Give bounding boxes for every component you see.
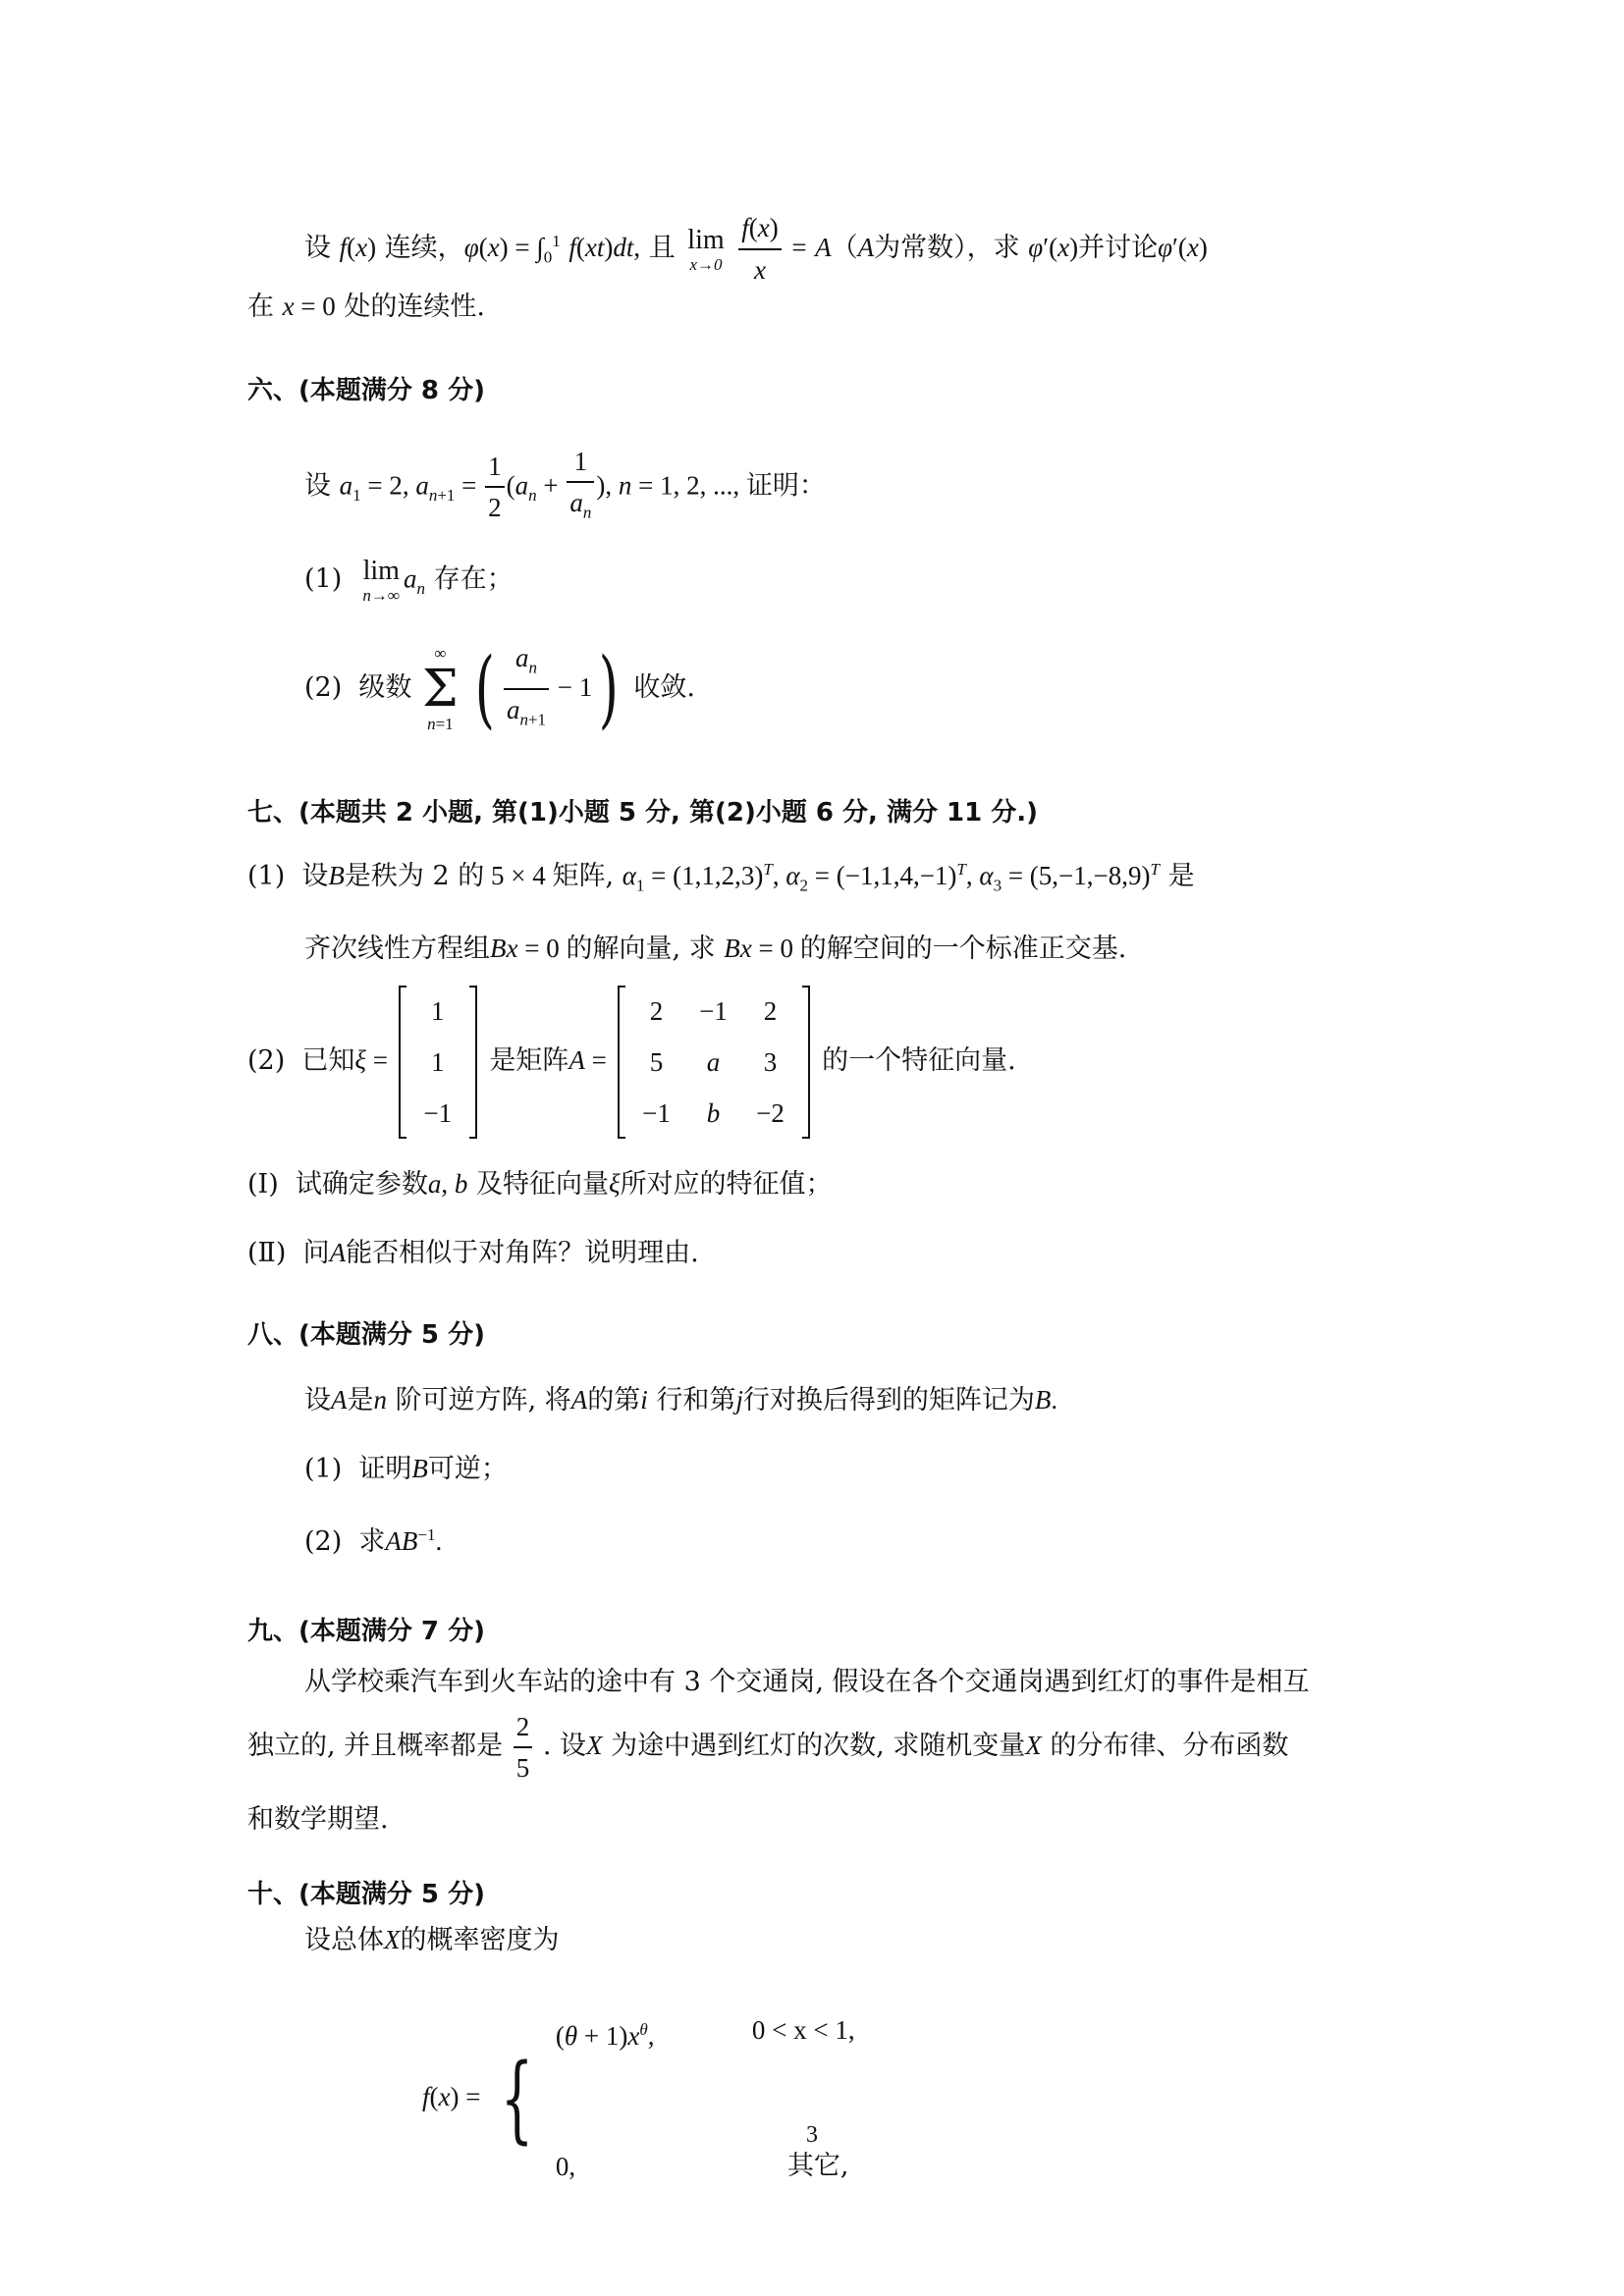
summation-symbol: ∞ Σ n=1: [422, 643, 459, 733]
q6-heading: 六、(本题满分 8 分): [247, 376, 485, 405]
q9-line-1: 从学校乘汽车到火车站的途中有 3 个交通岗, 假设在各个交通岗遇到红灯的事件是相互: [304, 1667, 1310, 1697]
q8-stem: 设A是n 阶可逆方阵, 将A的第i 行和第j行对换后得到的矩阵记为B.: [304, 1385, 1058, 1415]
page-number: 3: [806, 2122, 818, 2148]
q7-sub-2: (Ⅱ) 问A能否相似于对角阵？说明理由.: [247, 1238, 699, 1268]
q7-part-2: (2) 已知ξ = 1 1 −1 是矩阵A = 2 −1 2 5 a 3 −1 b −2 的一个特征向量.: [247, 982, 1016, 1140]
q10-heading: 十、(本题满分 5 分): [247, 1880, 485, 1909]
q7-sub-1: (Ⅰ) 试确定参数a, b 及特征向量ξ所对应的特征值；: [247, 1169, 833, 1200]
intro-line-1: 设 f(x) 连续，$\varphi(x) = \int_0^1$ f(xt)dt, 且 lim x→0 $\frac{f(x)}{x}$ = A（A为常数），求 φ′(x)并讨论φ′(x): [304, 208, 1208, 290]
q8-part-1: (1) 证明B可逆；: [304, 1454, 508, 1484]
q10-density-function: f(x) = { $(\theta + 1)x^\theta$, 0 < x < 1, 0, 其它,: [422, 1971, 855, 2225]
q6-part-1: (1) lim n→∞ $a_n$ 存在；: [304, 556, 514, 605]
limit-symbol: lim x→0: [687, 224, 725, 274]
q8-heading: 八、(本题满分 5 分): [247, 1320, 485, 1350]
q6-stem: 设 $a_1 = 2$, $a_{n+1}$ = $\frac{1}{2}$ ($a_n$ + $\frac{1}{a_n}$ ), n = 1, 2, ..., 证明：: [304, 442, 826, 532]
q7-part-1-line-2: 齐次线性方程组Bx = 0 的解向量, 求 Bx = 0 的解空间的一个标准正交基.: [304, 934, 1127, 964]
xi-vector: 1 1 −1: [399, 986, 477, 1139]
q9-line-2: 独立的, 并且概率都是 $\frac{2}{5}$ . 设X 为途中遇到红灯的次数, 求随机变量X 的分布律、分布函数: [247, 1698, 1288, 1793]
q7-part-1-line-1: (1) 设B是秩为 2 的 5 × 4 矩阵, $\alpha_1 = (1,1,2,3)^T$, $\alpha_2 = (-1,1,4,-1)^T$, $\alpha_3 = (5,-1,-8,9)^T$ 是: [247, 860, 1195, 895]
q7-heading: 七、(本题共 2 小题, 第(1)小题 5 分, 第(2)小题 6 分, 满分 11 分.): [247, 798, 1039, 828]
q8-part-2: (2) 求$AB^{-1}$.: [304, 1525, 443, 1557]
q9-heading: 九、(本题满分 7 分): [247, 1617, 485, 1646]
intro-line-2: 在 x = 0 处的连续性.: [247, 292, 485, 322]
q9-line-3: 和数学期望.: [247, 1804, 389, 1835]
q6-part-2: (2) 级数 ∞ Σ n=1 ( $\frac{a_n}{a_{n+1}}$ − 1) 收敛.: [304, 639, 696, 738]
matrix-A: 2 −1 2 5 a 3 −1 b −2: [618, 986, 810, 1139]
cases: $(\theta + 1)x^\theta$, 0 < x < 1, 0, 其它,: [555, 2015, 855, 2181]
q10-stem: 设总体X的概率密度为: [304, 1925, 560, 1955]
left-brace: {: [500, 2043, 534, 2154]
